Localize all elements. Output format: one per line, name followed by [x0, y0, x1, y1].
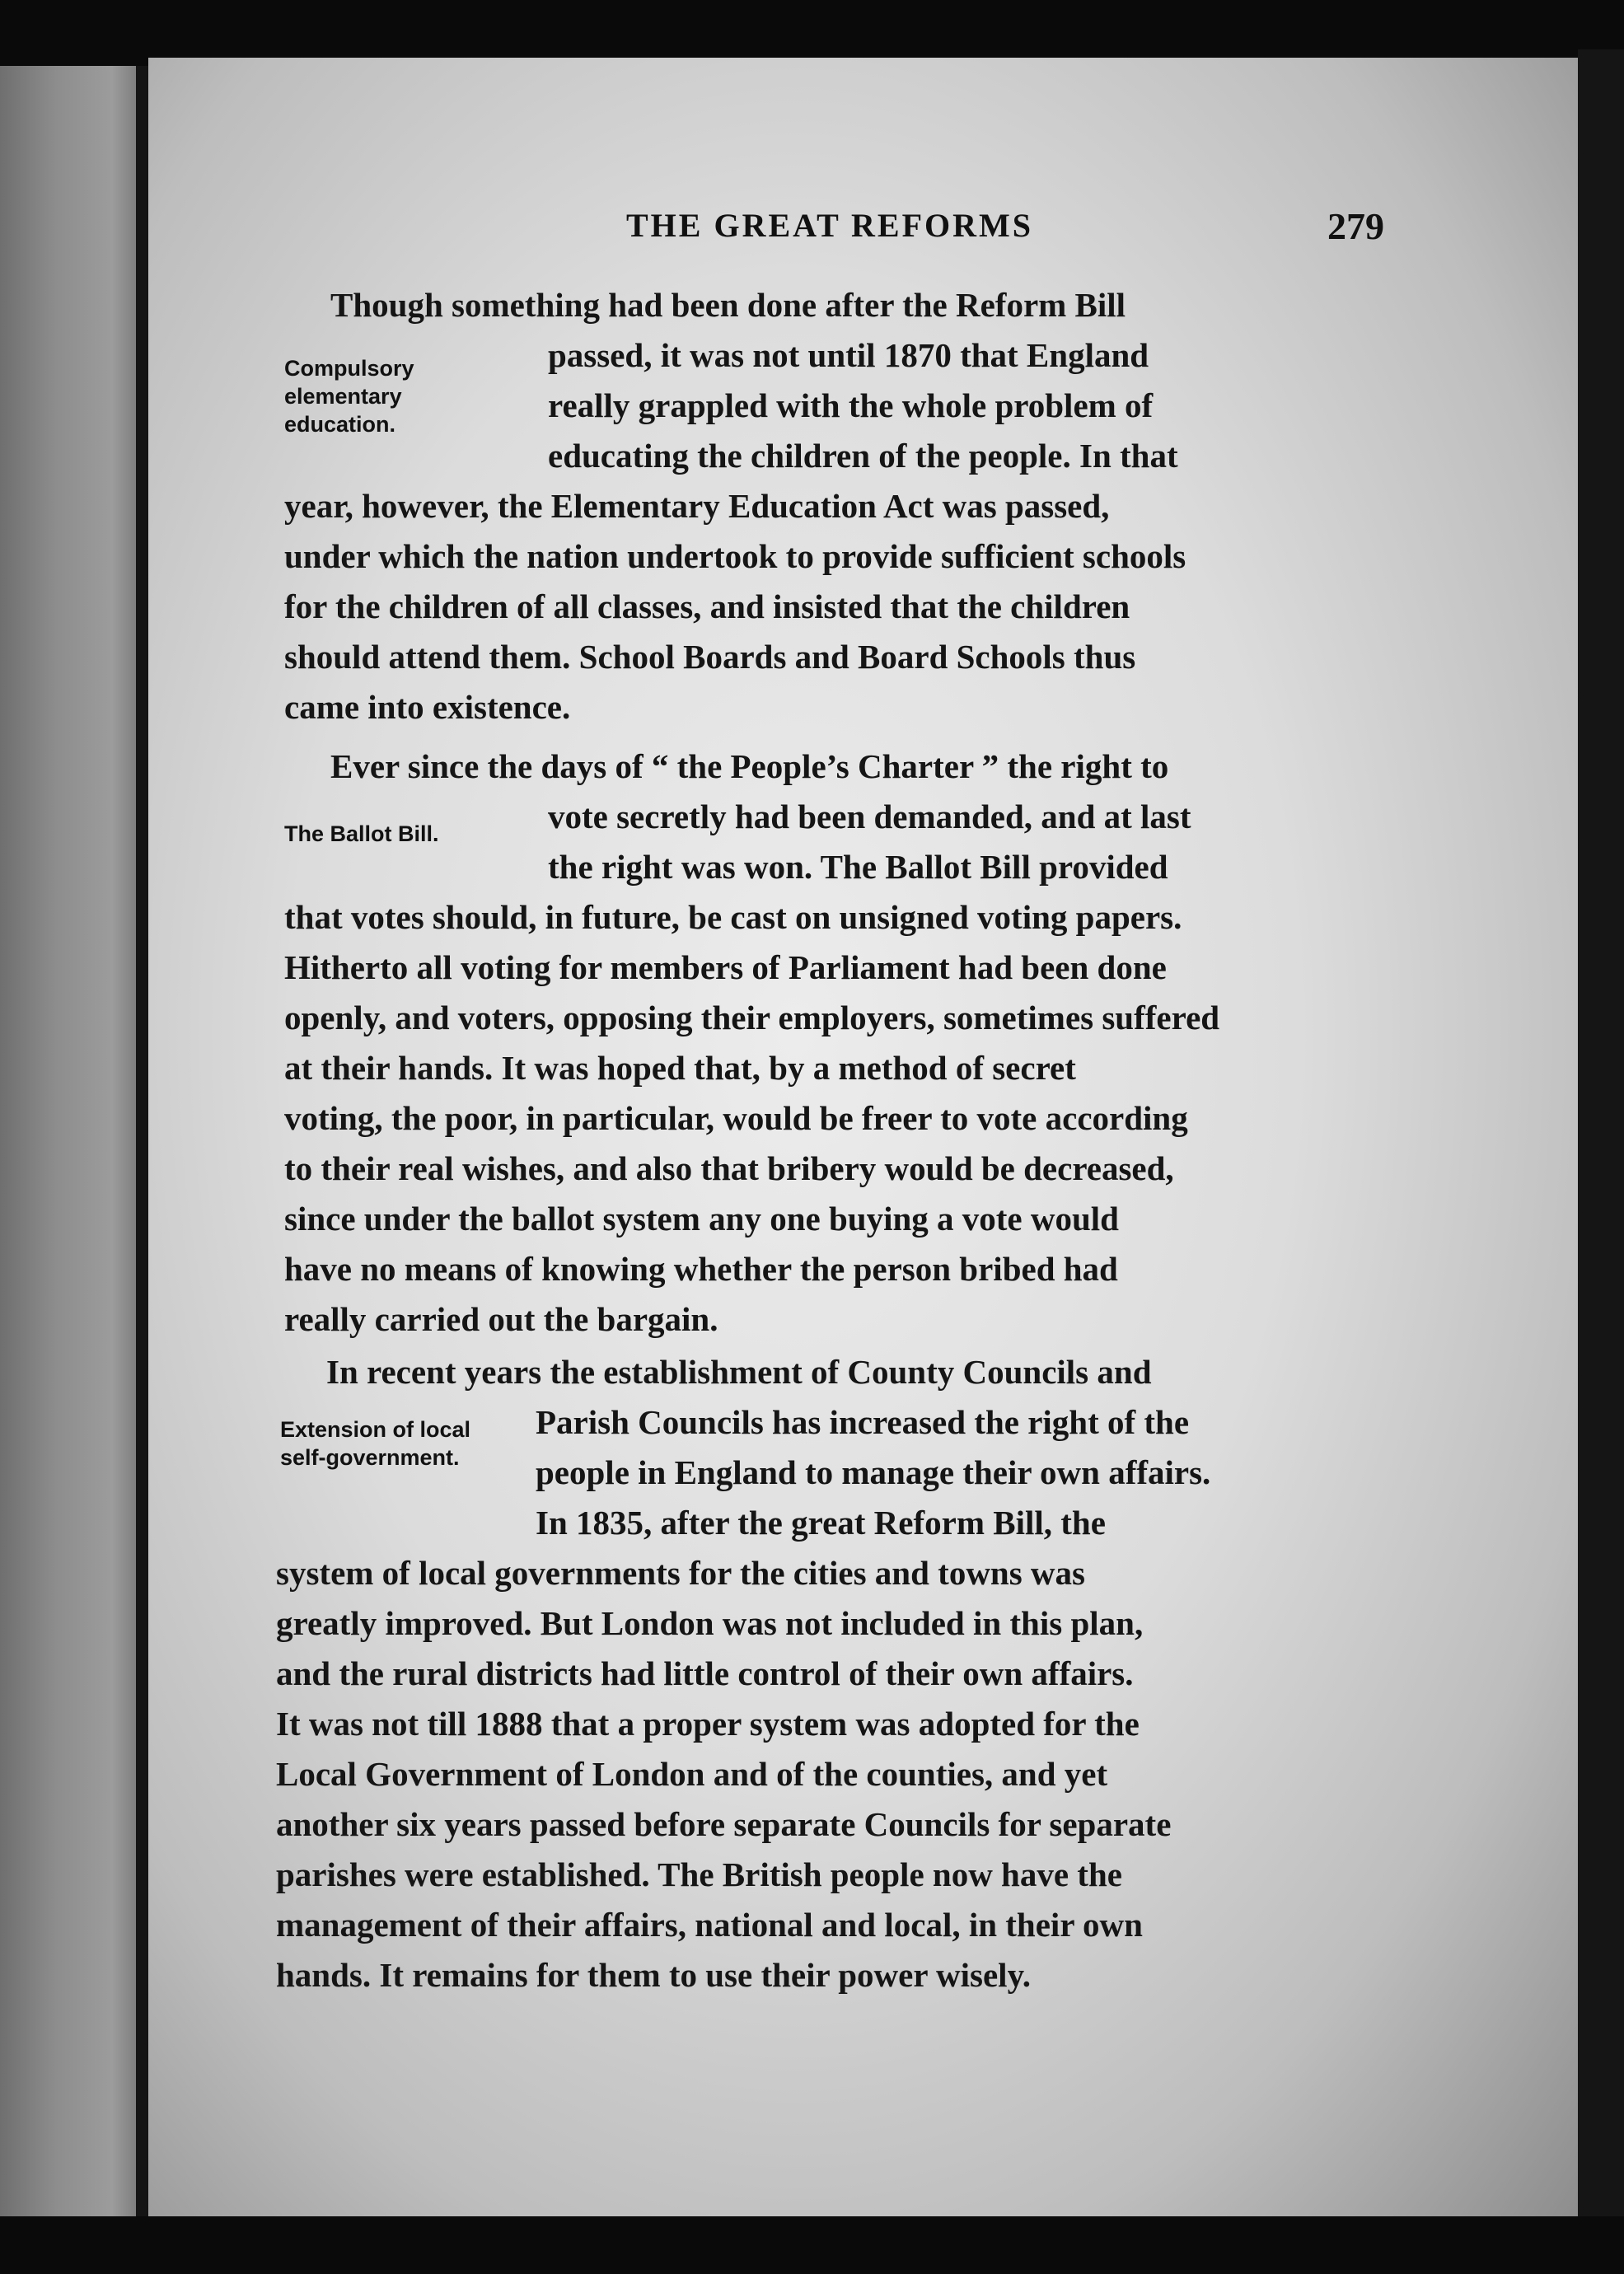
sidenote-local-self-government: Extension of local self-government. — [280, 1417, 471, 1470]
text-line: under which the nation undertook to provide sufficient schools — [284, 537, 1186, 575]
text-line: that votes should, in future, be cast on unsigned voting papers. — [284, 898, 1182, 936]
paragraph-1-beside-note — [548, 330, 1384, 481]
text-line: educating the children of the people. In that — [548, 437, 1178, 475]
text-line: for the children of all classes, and insisted that the children — [284, 587, 1130, 625]
paragraph-2-beside-note — [548, 792, 1384, 892]
text-line: management of their affairs, national and local, in their own — [276, 1906, 1143, 1944]
text-line: year, however, the Elementary Education Act was passed, — [284, 487, 1110, 525]
text-line: openly, and voters, opposing their employers, sometimes suffered — [284, 999, 1220, 1036]
text-line: Local Government of London and of the counties, and yet — [276, 1755, 1108, 1793]
sidenote-ballot-bill: The Ballot Bill. — [284, 821, 439, 846]
text-line: greatly improved. But London was not included in this plan, — [276, 1604, 1144, 1642]
sidenote-compulsory-education: Compulsory elementary education. — [284, 356, 414, 437]
text-line: since under the ballot system any one buying a vote would — [284, 1200, 1119, 1238]
running-header — [280, 206, 1384, 255]
paragraph-3-body — [276, 1548, 1380, 2000]
text-line: It was not till 1888 that a proper system was adopted for the — [276, 1705, 1140, 1743]
paragraph-1-body — [284, 481, 1384, 732]
text-line: Hitherto all voting for members of Parliament had been done — [284, 948, 1167, 986]
facing-page-edge — [0, 66, 140, 2216]
book-gutter — [136, 66, 149, 2216]
text-line: Though something had been done after the Reform Bill — [330, 286, 1126, 324]
text-line: voting, the poor, in particular, would be freer to vote according — [284, 1099, 1188, 1137]
paragraph-2-body — [284, 892, 1384, 1345]
text-line: In 1835, after the great Reform Bill, the — [536, 1504, 1106, 1542]
text-line: In recent years the establishment of County Councils and — [326, 1353, 1152, 1391]
text-line: passed, it was not until 1870 that England — [548, 336, 1149, 374]
text-line: parishes were established. The British people now have the — [276, 1855, 1122, 1893]
paragraph-1-first-line — [284, 280, 1384, 330]
text-line: the right was won. The Ballot Bill provided — [548, 848, 1168, 886]
text-line: hands. It remains for them to use their power wisely. — [276, 1956, 1032, 1994]
text-line: vote secretly had been demanded, and at last — [548, 798, 1191, 835]
text-line: people in England to manage their own affairs. — [536, 1453, 1211, 1491]
paragraph-2-first-line — [284, 742, 1384, 792]
text-line: and the rural districts had little control of their own affairs. — [276, 1654, 1134, 1692]
page-number: 279 — [1327, 205, 1384, 247]
paragraph-3-beside-note — [536, 1397, 1380, 1548]
text-line: came into existence. — [284, 688, 571, 726]
text-line: Ever since the days of “ the People’s Charter ” the right to — [330, 747, 1169, 785]
text-line: really grappled with the whole problem of — [548, 386, 1154, 424]
paragraph-3-first-line — [280, 1347, 1380, 1397]
text-line: really carried out the bargain. — [284, 1300, 718, 1338]
text-line: system of local governments for the cities and towns was — [276, 1554, 1085, 1592]
text-line: Parish Councils has increased the right of the — [536, 1403, 1190, 1441]
scan-border — [1578, 49, 1624, 2225]
text-line: have no means of knowing whether the person bribed had — [284, 1250, 1118, 1288]
text-line: should attend them. School Boards and Board Schools thus — [284, 638, 1136, 676]
text-line: at their hands. It was hoped that, by a method of secret — [284, 1049, 1076, 1087]
text-line: to their real wishes, and also that bribery would be decreased, — [284, 1149, 1174, 1187]
running-title: THE GREAT REFORMS — [626, 207, 1034, 244]
scan-border-bottom — [0, 2216, 1624, 2274]
text-line: another six years passed before separate Councils for separate — [276, 1805, 1172, 1843]
